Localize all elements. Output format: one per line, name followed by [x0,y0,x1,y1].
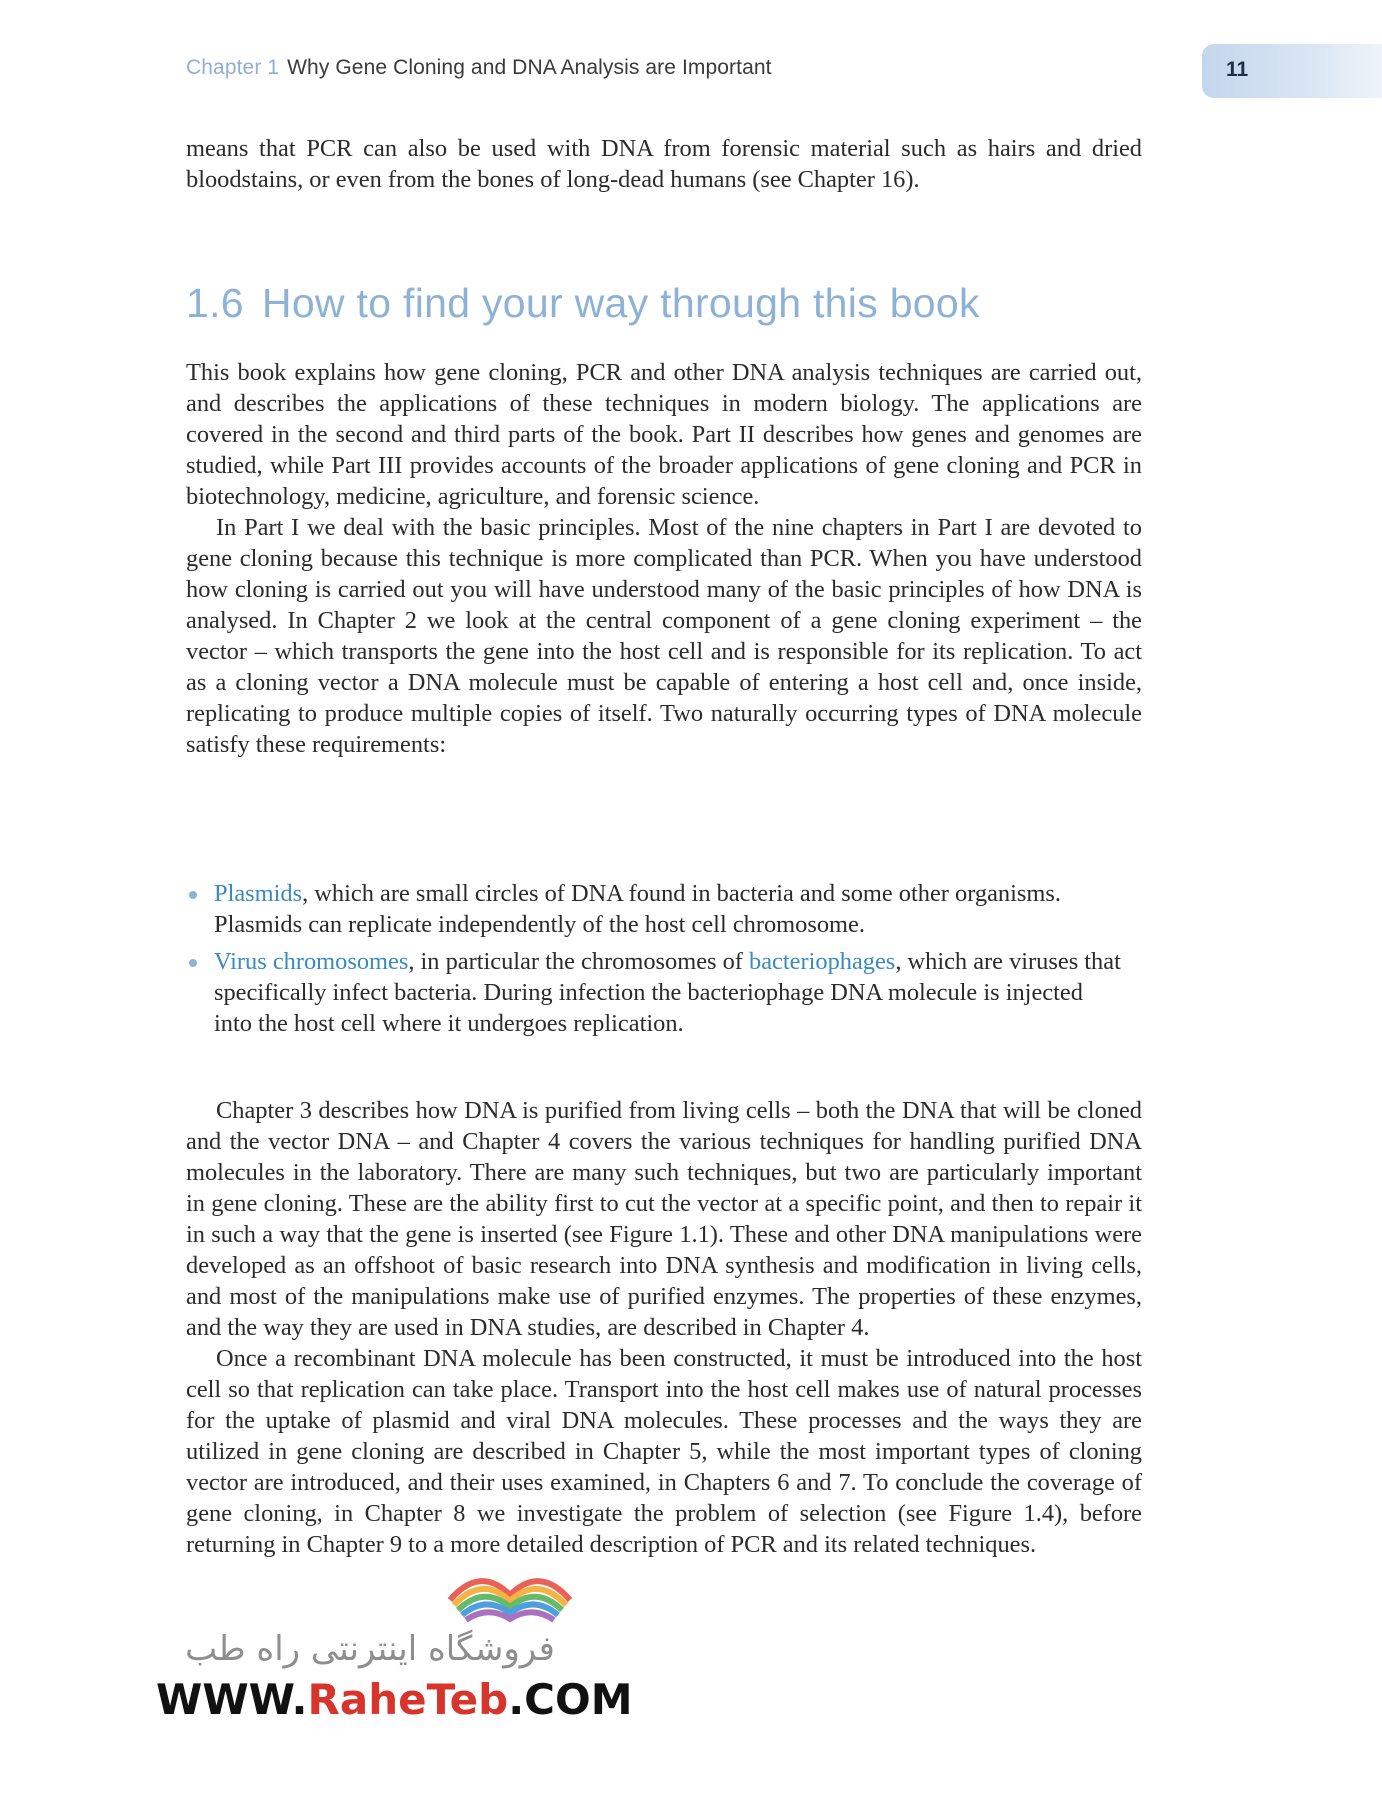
key-term: Virus chromosomes [214,948,409,975]
paragraph: means that PCR can also be used with DNA from forensic material such as hairs and dried bloodstains, or even from the bones of long-dead humans (see Chapter 16). [186,135,1142,193]
watermark-persian-text: فروشگاه اینترنتی راه طب [185,1629,555,1669]
list-item-text: , in particular the chromosomes of [408,948,750,975]
watermark [150,1545,633,1735]
url-brand: RaheTeb [307,1675,509,1724]
running-head [186,56,772,80]
continued-paragraph [186,133,1142,195]
bullet-list [186,878,1126,1045]
intro-text-block [186,357,1142,760]
page-number-tab [1202,44,1382,98]
section-heading [186,280,980,327]
paragraph: Chapter 3 describes how DNA is purified from living cells – both the DNA that will be cloned and the vector DNA – and Chapter 4 covers the various techniques for handling purified DNA molecules in the laboratory. There are many such techniques, but two are particularly important in gene cloning. These are the ability first to cut the vector at a specific point, and then to repair it in such a way that the gene is inserted (see Figure 1.1). These and other DNA manipulations were developed as an offshoot of basic research into DNA synthesis and modification in living cells, and most of the manipulations make use of purified enzymes. The properties of these enzymes, and the way they are used in DNA studies, are described in Chapter 4. [186,1097,1142,1341]
book-logo-icon [430,1545,590,1625]
paragraph: In Part I we deal with the basic principles. Most of the nine chapters in Part I are devoted to gene cloning because this technique is more complicated than PCR. When you have understood how cloning is carried out you will have understood many of the basic principles of how DNA is analysed. In Chapter 2 we look at the central component of a gene cloning experiment – the vector – which transports the gene into the host cell and is responsible for its replication. To act as a cloning vector a DNA molecule must be capable of entering a host cell and, once inside, replicating to produce multiple copies of itself. Two naturally occurring types of DNA molecule satisfy these requirements: [186,514,1142,758]
bullet-icon [189,959,197,967]
list-item-text: , which are small circles of DNA found in bacteria and some other organisms. Plasmids can replicate independently of the host cell chromosome. [214,880,1061,938]
paragraph: This book explains how gene cloning, PCR and other DNA analysis techniques are carried out, and describes the applications of these techniques in modern biology. The applications are covered in the second and third parts of the book. Part II describes how genes and genomes are studied, while Part III provides accounts of the broader applications of gene cloning and PCR in biotechnology, medicine, agriculture, and forensic science. [186,359,1142,510]
paragraph: Once a recombinant DNA molecule has been constructed, it must be introduced into the host cell so that replication can take place. Transport into the host cell makes use of natural processes for the uptake of plasmid and viral DNA molecules. These processes and the ways they are utilized in gene cloning are described in Chapter 5, while the most important types of cloning vector are introduced, and their uses examined, in Chapters 6 and 7. To conclude the coverage of gene cloning, in Chapter 8 we investigate the problem of selection (see Figure 1.4), before returning in Chapter 9 to a more detailed description of PCR and its related techniques. [186,1345,1142,1558]
chapter-title: Why Gene Cloning and DNA Analysis are Important [287,56,772,79]
bullet-icon [189,891,197,899]
chapter-label: Chapter 1 [186,56,280,79]
chapters-text-block [186,1095,1142,1560]
list-item-text: , which are viruses that specifically infect bacteria. During infection the bacteriophage DNA molecule is injected into the host cell where it undergoes replication. [214,948,1121,1037]
section-title: How to find your way through this book [261,280,980,326]
url-prefix: WWW. [156,1675,308,1724]
section-number: 1.6 [186,280,244,326]
page-number: 11 [1226,58,1249,81]
list-item [186,946,1126,1039]
key-term: bacteriophages [749,948,896,975]
url-suffix: .COM [508,1675,633,1724]
list-item [186,878,1126,940]
key-term: Plasmids [214,880,303,907]
watermark-url [156,1675,633,1724]
